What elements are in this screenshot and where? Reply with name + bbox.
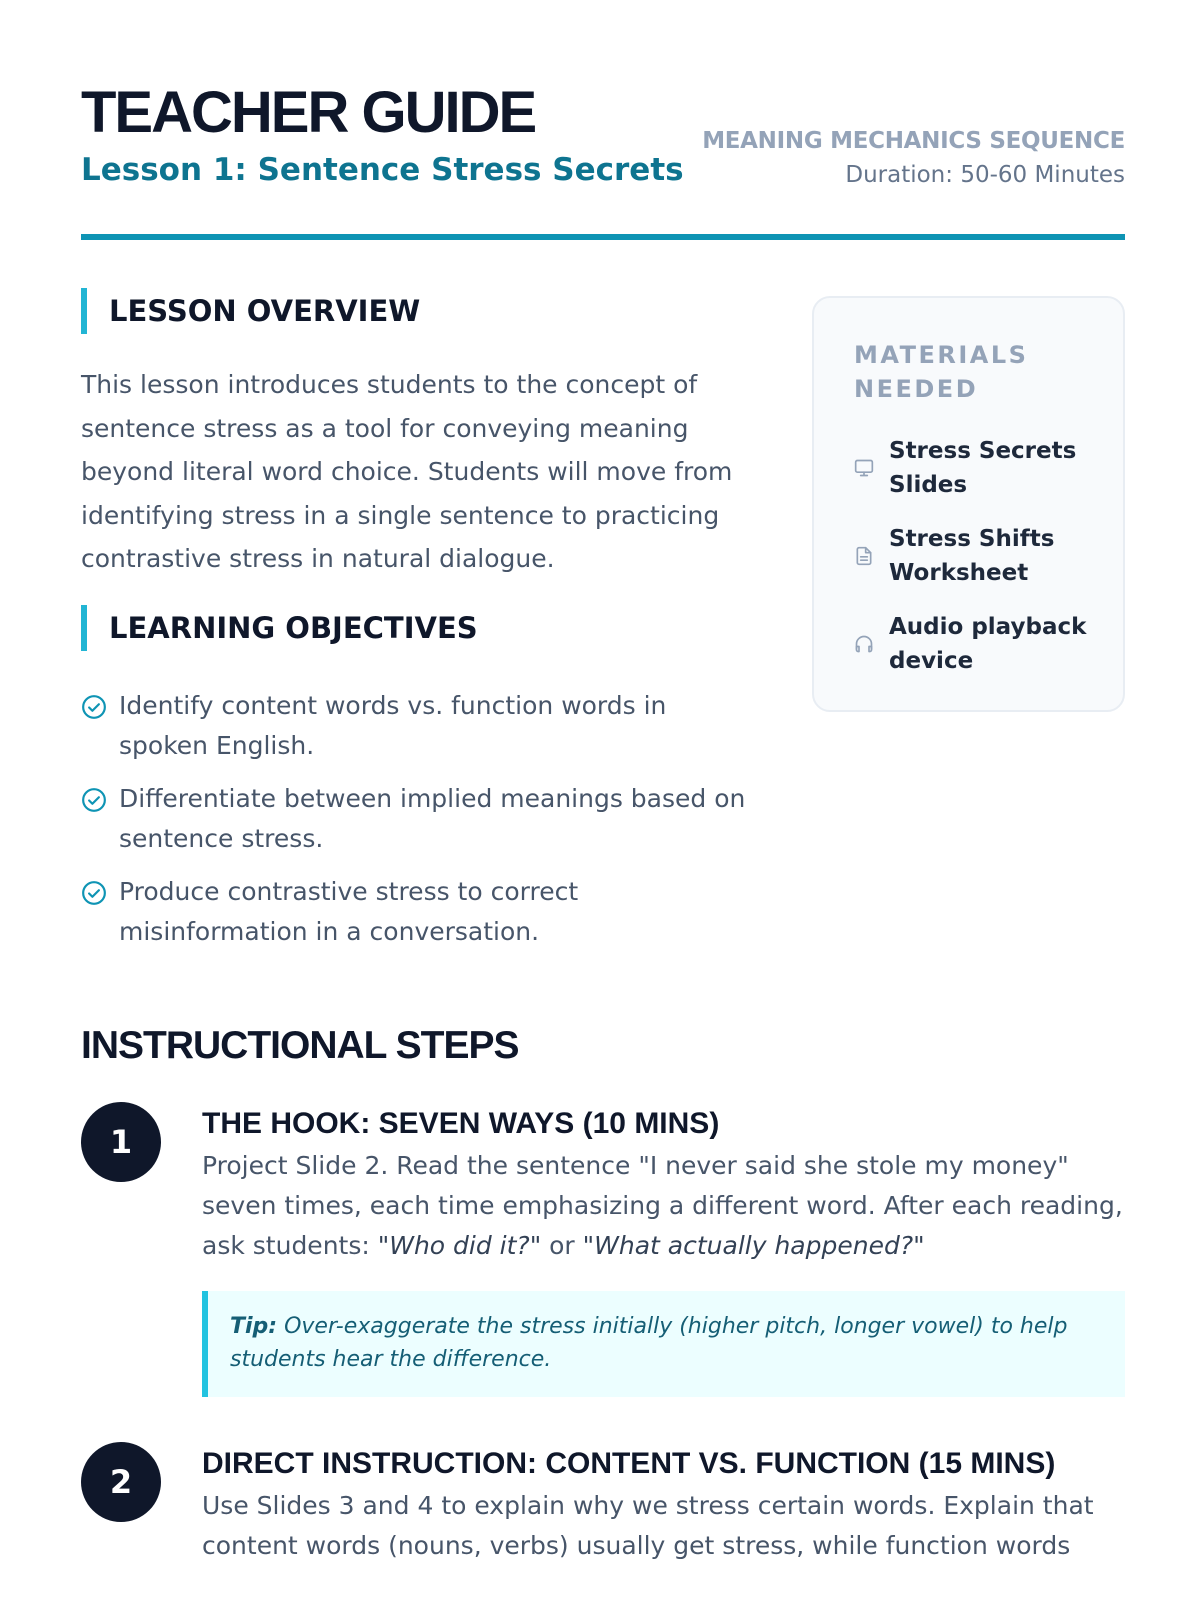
lesson-meta — [702, 128, 1125, 188]
materials-list — [854, 434, 1093, 678]
objective-text: Produce contrastive stress to correct misinformation in a conversation. — [119, 877, 579, 946]
page-title: TEACHER GUIDE — [81, 80, 536, 145]
step-title: DIRECT INSTRUCTION: CONTENT VS. FUNCTION (15 MINS) — [202, 1447, 1056, 1480]
materials-heading: MATERIALS NEEDED — [854, 341, 1029, 403]
check-circle-icon — [81, 787, 107, 813]
objective-text: Identify content words vs. function words in spoken English. — [119, 691, 667, 760]
monitor-icon — [854, 458, 874, 478]
step-body — [202, 1102, 1125, 1397]
step-number: 2 — [81, 1442, 161, 1522]
header-divider — [81, 234, 1125, 240]
tip-label: Tip: — [230, 1314, 278, 1339]
objectives-list — [81, 686, 761, 965]
objectives-heading: LEARNING OBJECTIVES — [81, 605, 478, 651]
lesson-subtitle: Lesson 1: Sentence Stress Secrets — [81, 152, 684, 188]
series-name: MEANING MECHANICS SEQUENCE — [702, 128, 1125, 154]
material-label: Audio playback device — [889, 614, 1087, 674]
step-text: Use Slides 3 and 4 to explain why we stress certain words. Explain that content words (nouns, verbs) usually get stress, while function words — [202, 1491, 1094, 1560]
step-body — [202, 1442, 1125, 1566]
step-title: THE HOOK: SEVEN WAYS (10 MINS) — [202, 1107, 720, 1140]
step-number: 1 — [81, 1102, 161, 1182]
material-item — [854, 522, 1093, 590]
steps-heading: INSTRUCTIONAL STEPS — [81, 1024, 519, 1067]
step-text-main: Project Slide 2. Read the sentence "I never said she stole my money" seven times, each time emphasizing a different word. After each reading, ask students: — [202, 1151, 1123, 1260]
question-text: "What actually happened?" — [582, 1231, 925, 1260]
lesson-duration: Duration: 50-60 Minutes — [845, 162, 1125, 188]
step-text — [202, 1146, 1125, 1266]
question-text: "Who did it?" — [377, 1231, 542, 1260]
tip-text: Over-exaggerate the stress initially (higher pitch, longer vowel) to help students hear the difference. — [230, 1314, 1068, 1372]
material-item — [854, 610, 1093, 678]
objective-item — [81, 779, 761, 859]
objective-text: Differentiate between implied meanings based on sentence stress. — [119, 784, 746, 853]
objective-item — [81, 872, 761, 952]
headphones-icon — [854, 634, 874, 654]
connector-text: or — [541, 1231, 583, 1260]
check-circle-icon — [81, 880, 107, 906]
page-header — [81, 80, 1125, 244]
objective-item — [81, 686, 761, 766]
document-icon — [854, 546, 874, 566]
check-circle-icon — [81, 694, 107, 720]
overview-heading: LESSON OVERVIEW — [81, 288, 420, 334]
tip-callout — [202, 1291, 1125, 1397]
material-label: Stress Shifts Worksheet — [889, 526, 1055, 586]
material-label: Stress Secrets Slides — [889, 438, 1077, 498]
overview-text: This lesson introduces students to the concept of sentence stress as a tool for conveying meaning beyond literal word choice. Students will move from identifying stress in a single sentence to practicing contrastive stress in natural dialogue. — [81, 370, 733, 573]
materials-card — [812, 296, 1125, 712]
material-item — [854, 434, 1093, 502]
